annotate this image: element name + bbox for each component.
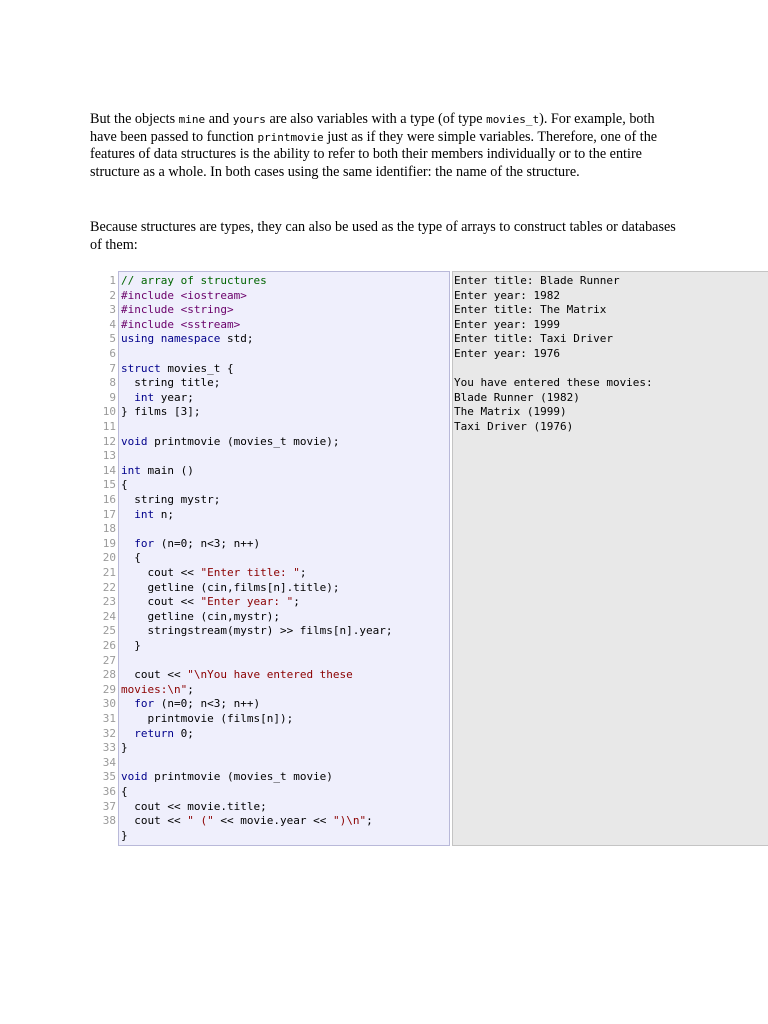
line-number: 31	[102, 712, 116, 725]
code-yours: yours	[232, 113, 266, 126]
code-line	[121, 595, 300, 610]
code-token: ;	[299, 566, 307, 579]
code-token: int	[134, 390, 155, 404]
line-number: 3	[109, 303, 116, 317]
code-token: (n=0; n<3; n++)	[154, 697, 261, 711]
code-token	[121, 697, 134, 710]
line-number: 1	[109, 274, 116, 287]
line-number: 10	[102, 405, 116, 419]
code-line	[121, 829, 128, 844]
line-number: 18	[102, 522, 116, 536]
line-number: 33	[102, 741, 116, 755]
code-token	[121, 537, 134, 550]
line-number: 27	[102, 653, 116, 667]
text-run: just as if they were simple variables. Therefore, one of the features of data structures is the ability to refer to both their members individually or to the entire structure as a whole. In both cases using the same identifier: the name of the structure.	[90, 128, 658, 180]
code-line	[121, 581, 340, 596]
line-number: 26	[102, 639, 116, 652]
code-token: {	[121, 785, 128, 798]
output-line: Enter title: Blade Runner	[454, 274, 620, 287]
line-number: 6	[109, 347, 116, 360]
line-number: 4	[109, 317, 116, 331]
code-token: string mystr;	[121, 493, 221, 506]
code-token: "\nYou have entered these	[187, 668, 353, 682]
code-line	[121, 508, 174, 523]
code-line	[121, 624, 393, 639]
code-line	[121, 493, 220, 508]
code-token: main ()	[140, 463, 194, 477]
code-token: for	[134, 697, 155, 711]
code-line	[121, 318, 240, 333]
code-movies-t: movies_t	[486, 113, 540, 126]
code-line	[121, 727, 194, 742]
code-token: ;	[293, 595, 300, 609]
code-token: } films [3];	[121, 405, 201, 419]
code-token: string title;	[121, 376, 221, 390]
code-token: ")\n"	[332, 814, 367, 828]
code-token: using namespace	[121, 332, 221, 346]
code-line	[121, 800, 267, 815]
code-token: printmovie (movies_t movie)	[147, 770, 333, 784]
code-line	[121, 639, 141, 654]
code-token: std;	[220, 332, 254, 346]
line-number: 7	[109, 361, 116, 375]
code-token: }	[121, 828, 128, 842]
code-token	[121, 391, 134, 404]
line-number: 19	[102, 536, 116, 550]
line-number: 13	[102, 449, 116, 463]
code-token: year;	[154, 390, 194, 404]
line-number: 35	[102, 770, 116, 784]
code-token: "Enter title: "	[200, 566, 300, 579]
code-line	[121, 391, 194, 406]
code-line	[121, 303, 234, 318]
line-number: 14	[102, 463, 116, 477]
text-run: ). For example, both have been passed to function	[90, 111, 655, 145]
code-line	[121, 566, 306, 581]
code-token: #include <iostream>	[121, 288, 247, 302]
line-number: 32	[102, 726, 116, 740]
line-number: 29	[102, 682, 116, 696]
code-token: #include <string>	[121, 303, 234, 317]
code-printmovie: printmovie	[257, 130, 324, 144]
code-token: movies:\n"	[121, 682, 188, 696]
code-token: struct	[121, 361, 161, 375]
output-line: You have entered these movies:	[454, 376, 653, 390]
line-number: 34	[102, 755, 116, 769]
code-mine: mine	[178, 113, 206, 126]
code-token: cout <<	[121, 668, 188, 682]
line-number: 25	[102, 624, 116, 638]
code-token: void	[121, 770, 148, 784]
code-token: printmovie (movies_t movie);	[147, 434, 340, 448]
code-line	[121, 697, 260, 712]
line-number: 28	[102, 668, 116, 682]
code-token: getline (cin,mystr);	[121, 609, 280, 623]
code-token: }	[121, 639, 141, 652]
line-number: 23	[102, 595, 116, 609]
code-token: n;	[154, 507, 174, 521]
line-number: 30	[102, 697, 116, 711]
code-line	[121, 332, 253, 347]
text-run: are also variables with a type (of type	[265, 111, 487, 127]
code-token: (n=0; n<3; n++)	[154, 536, 261, 550]
code-token: {	[121, 478, 128, 492]
code-token	[121, 508, 134, 521]
output-line: Enter year: 1976	[454, 347, 560, 360]
text-run: But the objects	[90, 111, 179, 127]
code-token: // array of structures	[121, 274, 267, 287]
line-number: 20	[102, 551, 116, 565]
code-token: for	[134, 536, 155, 550]
code-line	[121, 814, 373, 829]
code-line	[121, 551, 141, 566]
paragraph-arrays-of-structures: Because structures are types, they can also be used as the type of arrays to construct tables or databases of them:	[90, 219, 676, 253]
code-line	[121, 289, 247, 304]
line-number: 17	[102, 507, 116, 521]
code-line	[121, 478, 128, 493]
output-line: Enter year: 1999	[454, 317, 560, 331]
code-token: " ("	[187, 814, 214, 828]
code-token: ;	[187, 682, 194, 696]
line-number: 11	[102, 420, 116, 433]
line-number: 38	[102, 814, 116, 828]
line-number: 8	[109, 376, 116, 390]
code-token: "Enter year: "	[200, 595, 294, 609]
code-token: ;	[366, 814, 373, 828]
code-line	[121, 741, 128, 756]
code-line	[121, 435, 340, 450]
code-line	[121, 537, 260, 552]
output-line: The Matrix (1999)	[454, 405, 567, 419]
code-line	[121, 362, 234, 377]
code-line	[121, 376, 220, 391]
line-number: 37	[102, 799, 116, 813]
code-token: cout <<	[121, 595, 201, 609]
code-token: cout << movie.title;	[121, 799, 267, 813]
code-line	[121, 405, 200, 420]
line-number: 16	[102, 493, 116, 506]
line-number: 15	[102, 478, 116, 492]
code-token: #include <sstream>	[121, 317, 241, 331]
code-token: cout <<	[121, 814, 188, 828]
code-token: << movie.year <<	[213, 814, 333, 828]
code-line	[121, 712, 293, 727]
line-number: 2	[109, 288, 116, 302]
code-line	[121, 683, 194, 698]
line-number: 36	[102, 785, 116, 798]
code-line	[121, 770, 333, 785]
code-line	[121, 610, 280, 625]
code-line	[121, 464, 194, 479]
code-line	[121, 668, 353, 683]
code-token	[121, 727, 134, 740]
code-line	[121, 785, 128, 800]
code-token: return	[134, 726, 174, 740]
code-token: stringstream(mystr) >> films[n].year;	[121, 624, 393, 638]
code-token: getline (cin,films[n].title);	[121, 580, 340, 594]
output-line: Enter title: Taxi Driver	[454, 332, 613, 346]
line-number: 24	[102, 609, 116, 623]
output-line: Enter year: 1982	[454, 288, 560, 302]
code-token: movies_t {	[160, 361, 234, 375]
line-number: 5	[109, 332, 116, 346]
output-line: Blade Runner (1982)	[454, 390, 580, 404]
code-token: int	[121, 463, 141, 477]
code-token: 0;	[174, 726, 194, 740]
text-run: and	[205, 111, 233, 127]
line-number: 22	[102, 580, 116, 594]
code-token: {	[121, 551, 141, 565]
code-listing-box	[118, 271, 450, 846]
code-token: int	[134, 507, 155, 521]
output-line: Enter title: The Matrix	[454, 303, 607, 317]
output-line: Taxi Driver (1976)	[454, 420, 574, 433]
line-number: 12	[102, 434, 116, 448]
line-number: 21	[102, 566, 116, 579]
paragraph-structures-as-variables	[90, 111, 680, 181]
code-token: printmovie (films[n]);	[121, 712, 294, 725]
code-token: void	[121, 434, 148, 448]
line-number: 9	[109, 390, 116, 404]
code-token: }	[121, 741, 128, 755]
code-line	[121, 274, 267, 289]
code-token: cout <<	[121, 566, 201, 579]
